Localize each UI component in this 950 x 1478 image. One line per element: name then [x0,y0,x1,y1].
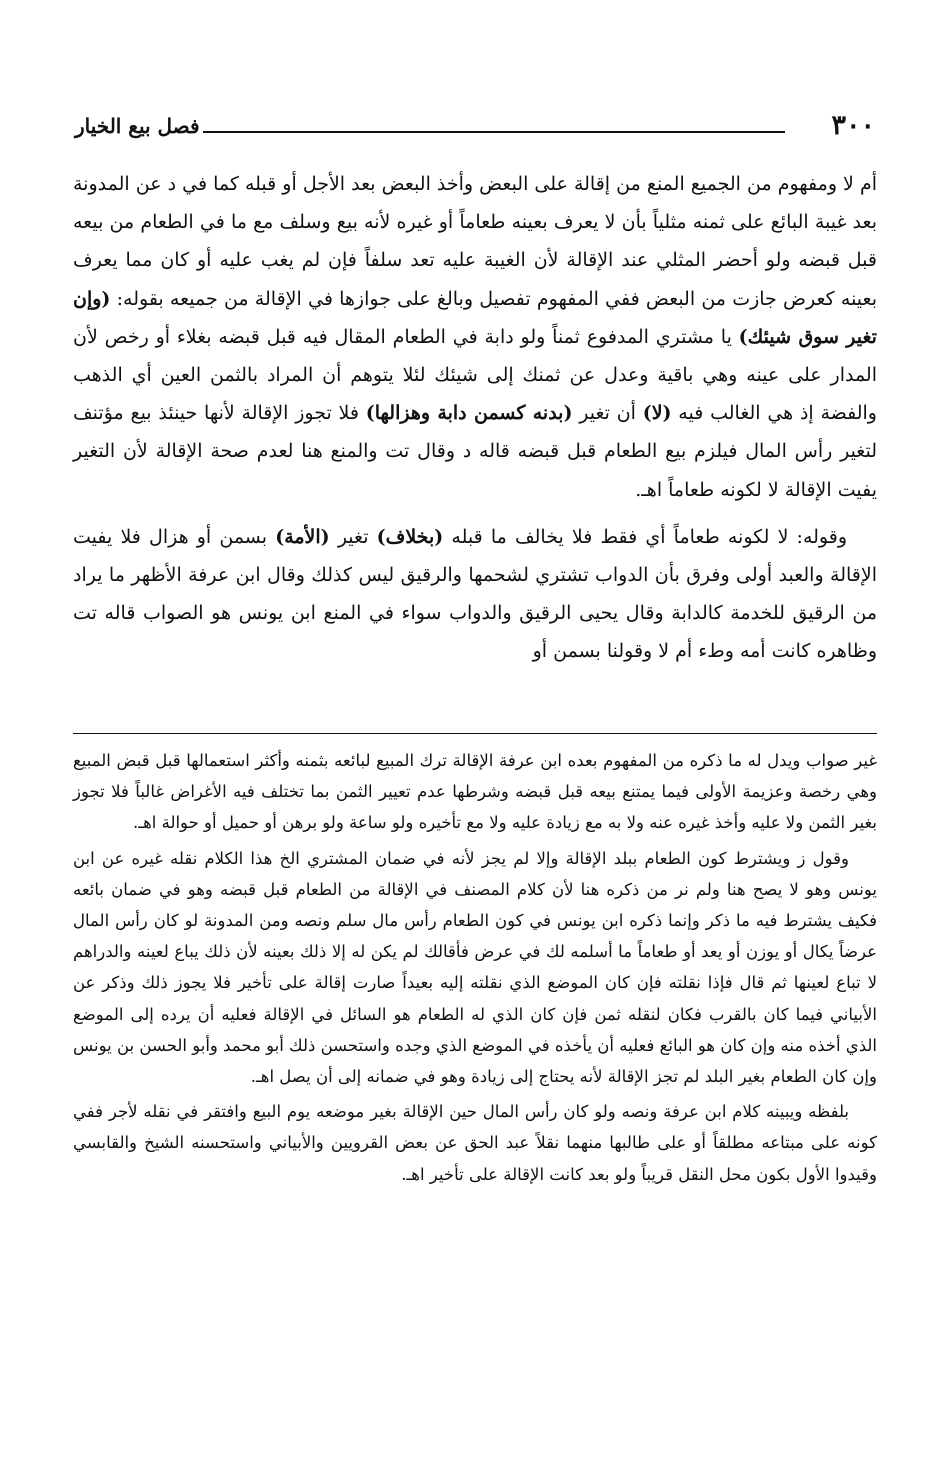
main-text [73,165,877,671]
footnote-separator [73,733,877,734]
footnote-paragraph: وقول ز ويشترط كون الطعام ببلد الإقالة وإلا لم يجز لأنه في ضمان المشتري الخ هذا الكلام نقله غيره عن ابن يونس وهو لا يصح هنا ولم نر من ذكره هنا لأن كلام المصنف في الإقالة من الطعام قبل قبضه وهو في ضمان بائعه فكيف يشترط فيه ما ذكر وإنما ذكره ابن يونس في كون الطعام رأس مال سلم ونصه ومن المدونة لو كان رأس المال عرضاً يكال أو يوزن أو يعد أو طعاماً ما أسلمه لك في عرض فأقالك لم يكن له إلا ذلك بعينه لأن ذلك يباع لعينه والدراهم لا تباع لعينها ثم قال فإذا نقلته فإن كان الموضع الذي نقلته إليه بعيداً صارت إقالة على تأخير فلا يجوز ذلك وذكر عن الأبياني فيما كان بالقرب فكان لنقله ثمن فإن كان الذي له الطعام هو السائل في الإقالة فعليه أن يرده إلى الموضع الذي أخذه منه وإن كان هو البائع فعليه أن يأخذه في الموضع الذي وجده واستحسن ذلك أبو محمد وأبو الحسن بن يونس وإن كان الطعام بغير البلد لم تجز الإقالة لأنه يحتاج إلى زيادة وهو في ضمانه إلى أن يصل اهـ. [73,848,877,1087]
bold-matn-run: (وإن تغير سوق شيئك) [73,287,877,348]
running-title: فصل بيع الخيار [75,114,200,138]
bold-matn-run: (بخلاف) [376,525,444,548]
text-run: وقوله: لا لكونه طعاماً أي فقط فلا يخالف ما قبله [443,525,848,548]
main-paragraph [73,518,877,671]
header-rule [203,131,785,133]
text-run: أم لا ومفهوم من الجميع المنع من إقالة على البعض وأخذ البعض بعد الأجل أو قبله كما في د عن المدونة بعد غيبة البائع على ثمنه مثلياً بأن لا يعرف بعينه طعاماً أو غيره لأنه بيع وسلف مع ما في الطعام من بيعه قبل قبضه ولو أحضر المثلي عند الإقالة لأن الغيبة عليه تعد سلفاً فإن لم يغب عليه أو كان مما يعرف بعينه كعرض جازت من البعض ففي المفهوم تفصيل وبالغ على جوازها في الإقالة من جميعه بقوله: [73,173,877,310]
text-run: تغير [329,525,377,548]
bold-matn-run: (الأمة) [275,525,330,548]
text-run: يا مشتري المدفوع ثمناً ولو دابة في الطعام المقال فيه قبل قبضه بغلاء أو رخص لأن المدار على عينه وهي باقية وعدل عن ثمنك إلى شيئك لئلا يتوهم أن المراد بالثمن العين أي الذهب والفضة إذ هي الغالب فيه [73,325,877,425]
bold-matn-run: (بدنه كسمن دابة وهزالها) [365,402,573,425]
text-run: أن تغير [572,402,643,425]
footnotes [73,745,877,1190]
text-run: بسمن أو هزال فلا يفيت الإقالة والعبد أولى وفرق بأن الدواب تشتري لشحمها والرقيق ليس كذلك وقال ابن عرفة الأظهر ما يراد من الرقيق للخدمة كالدابة وقال يحيى الرقيق والدواب سواء في المنع ابن يونس هو الصواب قاله تت وظاهره كانت أمه وطء أم لا وقولنا بسمن أو [73,525,877,663]
footnote-paragraph: بلفظه ويبينه كلام ابن عرفة ونصه ولو كان رأس المال حين الإقالة بغير موضعه يوم البيع وافتقر في نقله لأجر ففي كونه على مبتاعه مطلقاً أو على طالبها منهما نقلاً عبد الحق عن بعض القرويين والأبياني واستحسنه الشيخ والقابسي وقيدوا الأول بكون محل النقل قريباً ولو بعد كانت الإقالة على تأخير اهـ. [73,1102,877,1184]
main-paragraph [73,165,877,509]
text-run: فلا تجوز الإقالة لأنها حينئذ بيع مؤتنف لتغير رأس المال فيلزم بيع الطعام قبل قبضه قاله د وقال تت والمنع هنا لعدم صحة الإقالة لأن التغير يفيت الإقالة لا لكونه طعاماً اهـ. [73,402,877,501]
bold-matn-run: (لا) [642,402,672,425]
footnote-paragraph: غير صواب ويدل له ما ذكره من المفهوم بعده ابن عرفة الإقالة ترك المبيع لبائعه بثمنه وأكثر استعمالها قبل قبض المبيع وهي رخصة وعزيمة الأولى فيما يمتنع بيعه قبل قبضه وشرطها عدم تعيير الثمن بما تختلف فيه الأغراض غالباً فلا تجوز بغير الثمن ولا عليه وأخذ غيره عنه ولا به مع زيادة عليه ولا مع تأخيره ولو ساعة ولو برهن أو حميل أو حوالة اهـ. [73,751,877,833]
page-header [75,110,875,150]
page-number: ٣٠٠ [831,110,875,141]
